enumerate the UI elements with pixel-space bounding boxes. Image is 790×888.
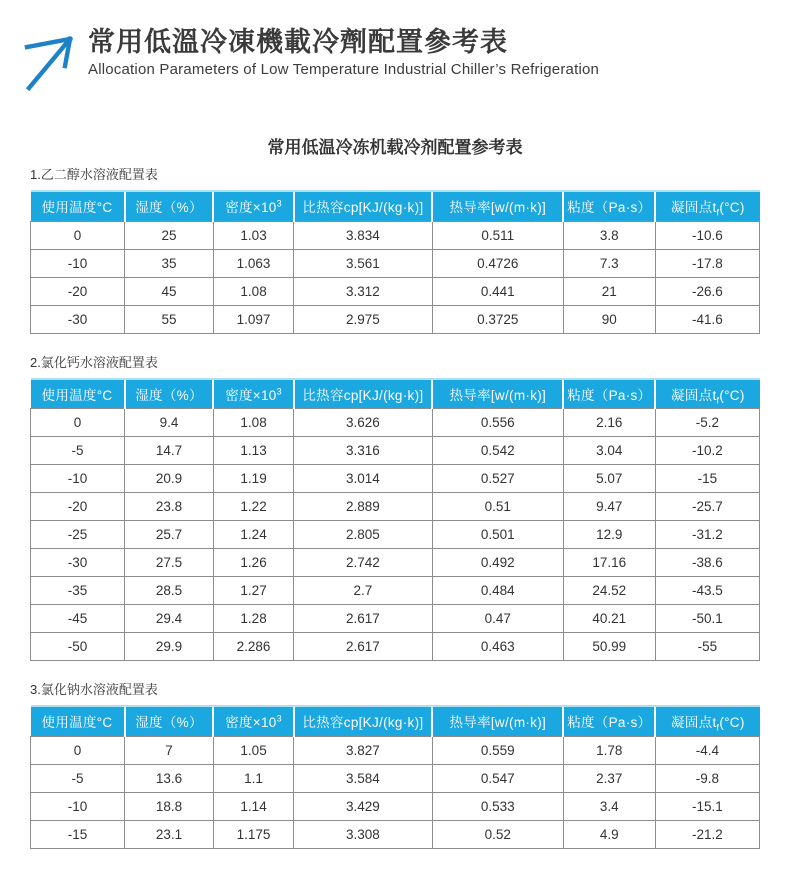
table-cell: 3.626 bbox=[294, 409, 433, 437]
column-header: 粘度（Pa·s） bbox=[563, 191, 655, 221]
table-cell: 3.316 bbox=[294, 437, 433, 465]
table-cell: -30 bbox=[31, 305, 125, 333]
table-cell: 0.556 bbox=[432, 409, 563, 437]
table-cell: 1.175 bbox=[213, 820, 293, 848]
brand-subtitle: Allocation Parameters of Low Temperature Industrial Chiller’s Refrigeration bbox=[88, 60, 600, 78]
table-cell: 45 bbox=[125, 277, 214, 305]
data-table-2 bbox=[30, 378, 760, 662]
table-cell: 0.559 bbox=[432, 736, 563, 764]
column-header: 密度$\times 10^3$ bbox=[213, 191, 293, 221]
table-cell: 1.28 bbox=[213, 605, 293, 633]
column-header: 湿度（%） bbox=[125, 706, 214, 736]
table-cell: 3.312 bbox=[294, 277, 433, 305]
table-cell: -25.7 bbox=[655, 493, 759, 521]
table-cell: -9.8 bbox=[655, 764, 759, 792]
table-cell: -38.6 bbox=[655, 549, 759, 577]
table-cell: -20 bbox=[31, 277, 125, 305]
table-cell: 2.16 bbox=[563, 409, 655, 437]
table-cell: 3.04 bbox=[563, 437, 655, 465]
column-header: 使用温度°C bbox=[31, 191, 125, 221]
column-header: 凝固点$t_f(^\circ C)$ bbox=[655, 191, 759, 221]
table-cell: 1.22 bbox=[213, 493, 293, 521]
table-cell: -5.2 bbox=[655, 409, 759, 437]
table-cell: -4.4 bbox=[655, 736, 759, 764]
table-cell: 25.7 bbox=[125, 521, 214, 549]
header-row bbox=[31, 379, 760, 409]
table-cell: -15 bbox=[655, 465, 759, 493]
table-cell: -10 bbox=[31, 249, 125, 277]
document-title: 常用低温冷冻机载冷剂配置参考表 bbox=[267, 138, 523, 157]
table-row bbox=[31, 820, 760, 848]
table-cell: 0.492 bbox=[432, 549, 563, 577]
table-cell: 0.511 bbox=[432, 221, 563, 249]
column-header: 湿度（%） bbox=[125, 379, 214, 409]
column-header: 比热容cp[KJ/(kg·k)] bbox=[294, 706, 433, 736]
table-cell: 23.8 bbox=[125, 493, 214, 521]
table-cell: 1.03 bbox=[213, 221, 293, 249]
table-cell: 18.8 bbox=[125, 792, 214, 820]
table-cell: 1.27 bbox=[213, 577, 293, 605]
table-cell: 29.4 bbox=[125, 605, 214, 633]
column-header: 湿度（%） bbox=[125, 191, 214, 221]
table-cell: 3.584 bbox=[294, 764, 433, 792]
table-cell: 2.286 bbox=[213, 633, 293, 661]
column-header: 凝固点$t_f(^\circ C)$ bbox=[655, 379, 759, 409]
column-header: 粘度（Pa·s） bbox=[563, 379, 655, 409]
table-cell: 2.617 bbox=[294, 605, 433, 633]
table-cell: -31.2 bbox=[655, 521, 759, 549]
table-cell: 23.1 bbox=[125, 820, 214, 848]
brand-header bbox=[24, 26, 599, 97]
table-cell: 0.547 bbox=[432, 764, 563, 792]
table-cell: 9.4 bbox=[125, 409, 214, 437]
table-cell: 0 bbox=[31, 409, 125, 437]
section-label-2: 2.氯化钙水溶液配置表 bbox=[30, 354, 158, 370]
header-row bbox=[31, 191, 760, 221]
table-cell: 12.9 bbox=[563, 521, 655, 549]
brand-text bbox=[88, 26, 599, 78]
table-cell: 0.463 bbox=[432, 633, 563, 661]
table-cell: 0.3725 bbox=[432, 305, 563, 333]
column-header: 比热容cp[KJ/(kg·k)] bbox=[294, 191, 433, 221]
table-cell: 17.16 bbox=[563, 549, 655, 577]
table-cell: 2.742 bbox=[294, 549, 433, 577]
column-header: 热导率[w/(m·k)] bbox=[432, 706, 563, 736]
table-cell: 27.5 bbox=[125, 549, 214, 577]
table-row bbox=[31, 633, 760, 661]
table-cell: 55 bbox=[125, 305, 214, 333]
table-cell: 20.9 bbox=[125, 465, 214, 493]
table-cell: 5.07 bbox=[563, 465, 655, 493]
table-cell: 1.097 bbox=[213, 305, 293, 333]
column-header: 热导率[w/(m·k)] bbox=[432, 379, 563, 409]
table-cell: 0.4726 bbox=[432, 249, 563, 277]
table-cell: 1.1 bbox=[213, 764, 293, 792]
table-cell: 2.37 bbox=[563, 764, 655, 792]
table-cell: -43.5 bbox=[655, 577, 759, 605]
table-row bbox=[31, 221, 760, 249]
table-row bbox=[31, 764, 760, 792]
table-cell: 2.7 bbox=[294, 577, 433, 605]
table-cell: 3.834 bbox=[294, 221, 433, 249]
table-cell: 0.441 bbox=[432, 277, 563, 305]
table-cell: 2.805 bbox=[294, 521, 433, 549]
table-cell: 29.9 bbox=[125, 633, 214, 661]
table-row bbox=[31, 409, 760, 437]
table-cell: -15.1 bbox=[655, 792, 759, 820]
table-cell: 3.8 bbox=[563, 221, 655, 249]
table-row bbox=[31, 736, 760, 764]
column-header: 热导率[w/(m·k)] bbox=[432, 191, 563, 221]
table-cell: 1.26 bbox=[213, 549, 293, 577]
brand-title: 常用低溫冷凍機載冷劑配置參考表 bbox=[88, 27, 508, 57]
table-cell: -5 bbox=[31, 764, 125, 792]
table-cell: 2.975 bbox=[294, 305, 433, 333]
column-header: 密度$\times 10^3$ bbox=[213, 379, 293, 409]
table-cell: 3.014 bbox=[294, 465, 433, 493]
table-cell: 1.08 bbox=[213, 277, 293, 305]
table-row bbox=[31, 549, 760, 577]
section-label-3: 3.氯化钠水溶液配置表 bbox=[30, 682, 158, 697]
table-cell: 4.9 bbox=[563, 820, 655, 848]
table-cell: 0.533 bbox=[432, 792, 563, 820]
table-cell: 0.51 bbox=[432, 493, 563, 521]
arrow-up-right-logo-icon bbox=[24, 30, 74, 97]
table-cell: 3.827 bbox=[294, 736, 433, 764]
table-cell: 0.542 bbox=[432, 437, 563, 465]
table-cell: 14.7 bbox=[125, 437, 214, 465]
column-header: 使用温度°C bbox=[31, 379, 125, 409]
data-table-1 bbox=[30, 190, 760, 334]
table-cell: 3.429 bbox=[294, 792, 433, 820]
table-cell: 24.52 bbox=[563, 577, 655, 605]
table-cell: 1.13 bbox=[213, 437, 293, 465]
table-cell: -21.2 bbox=[655, 820, 759, 848]
table-cell: 35 bbox=[125, 249, 214, 277]
table-cell: 1.14 bbox=[213, 792, 293, 820]
table-cell: 0 bbox=[31, 736, 125, 764]
table-cell: 1.05 bbox=[213, 736, 293, 764]
tables-root bbox=[30, 162, 760, 867]
column-header: 使用温度°C bbox=[31, 706, 125, 736]
table-cell: -50 bbox=[31, 633, 125, 661]
table-cell: 1.24 bbox=[213, 521, 293, 549]
table-cell: -30 bbox=[31, 549, 125, 577]
column-header: 密度$\times 10^3$ bbox=[213, 706, 293, 736]
table-row bbox=[31, 437, 760, 465]
table-cell: 1.08 bbox=[213, 409, 293, 437]
table-cell: -25 bbox=[31, 521, 125, 549]
section-label-1: 1.乙二醇水溶液配置表 bbox=[30, 167, 158, 182]
table-cell: 7.3 bbox=[563, 249, 655, 277]
table-cell: 0.484 bbox=[432, 577, 563, 605]
table-cell: 2.617 bbox=[294, 633, 433, 661]
table-row bbox=[31, 249, 760, 277]
table-cell: 3.4 bbox=[563, 792, 655, 820]
column-header: 比热容cp[KJ/(kg·k)] bbox=[294, 379, 433, 409]
table-cell: -50.1 bbox=[655, 605, 759, 633]
table-cell: -17.8 bbox=[655, 249, 759, 277]
table-cell: 0.52 bbox=[432, 820, 563, 848]
table-cell: 13.6 bbox=[125, 764, 214, 792]
table-row bbox=[31, 277, 760, 305]
table-cell: -20 bbox=[31, 493, 125, 521]
table-row bbox=[31, 792, 760, 820]
table-cell: 90 bbox=[563, 305, 655, 333]
table-cell: 1.78 bbox=[563, 736, 655, 764]
table-cell: -5 bbox=[31, 437, 125, 465]
table-cell: 1.19 bbox=[213, 465, 293, 493]
table-row bbox=[31, 493, 760, 521]
table-row bbox=[31, 305, 760, 333]
column-header: 凝固点$t_f(^\circ C)$ bbox=[655, 706, 759, 736]
table-cell: 7 bbox=[125, 736, 214, 764]
table-cell: 28.5 bbox=[125, 577, 214, 605]
table-cell: 50.99 bbox=[563, 633, 655, 661]
data-table-3 bbox=[30, 705, 760, 849]
table-cell: 0.47 bbox=[432, 605, 563, 633]
table-cell: 3.308 bbox=[294, 820, 433, 848]
table-cell: -10.2 bbox=[655, 437, 759, 465]
table-cell: 9.47 bbox=[563, 493, 655, 521]
table-cell: 1.063 bbox=[213, 249, 293, 277]
table-cell: -10.6 bbox=[655, 221, 759, 249]
table-cell: 21 bbox=[563, 277, 655, 305]
table-row bbox=[31, 577, 760, 605]
table-cell: -10 bbox=[31, 465, 125, 493]
table-row bbox=[31, 465, 760, 493]
table-cell: -41.6 bbox=[655, 305, 759, 333]
column-header: 粘度（Pa·s） bbox=[563, 706, 655, 736]
table-cell: 3.561 bbox=[294, 249, 433, 277]
table-cell: 25 bbox=[125, 221, 214, 249]
table-cell: -35 bbox=[31, 577, 125, 605]
table-cell: -15 bbox=[31, 820, 125, 848]
table-cell: -55 bbox=[655, 633, 759, 661]
table-cell: -26.6 bbox=[655, 277, 759, 305]
table-cell: 40.21 bbox=[563, 605, 655, 633]
table-row bbox=[31, 605, 760, 633]
table-cell: 0.501 bbox=[432, 521, 563, 549]
table-cell: 0.527 bbox=[432, 465, 563, 493]
table-row bbox=[31, 521, 760, 549]
table-cell: -45 bbox=[31, 605, 125, 633]
table-cell: 0 bbox=[31, 221, 125, 249]
header-row bbox=[31, 706, 760, 736]
table-cell: 2.889 bbox=[294, 493, 433, 521]
table-cell: -10 bbox=[31, 792, 125, 820]
